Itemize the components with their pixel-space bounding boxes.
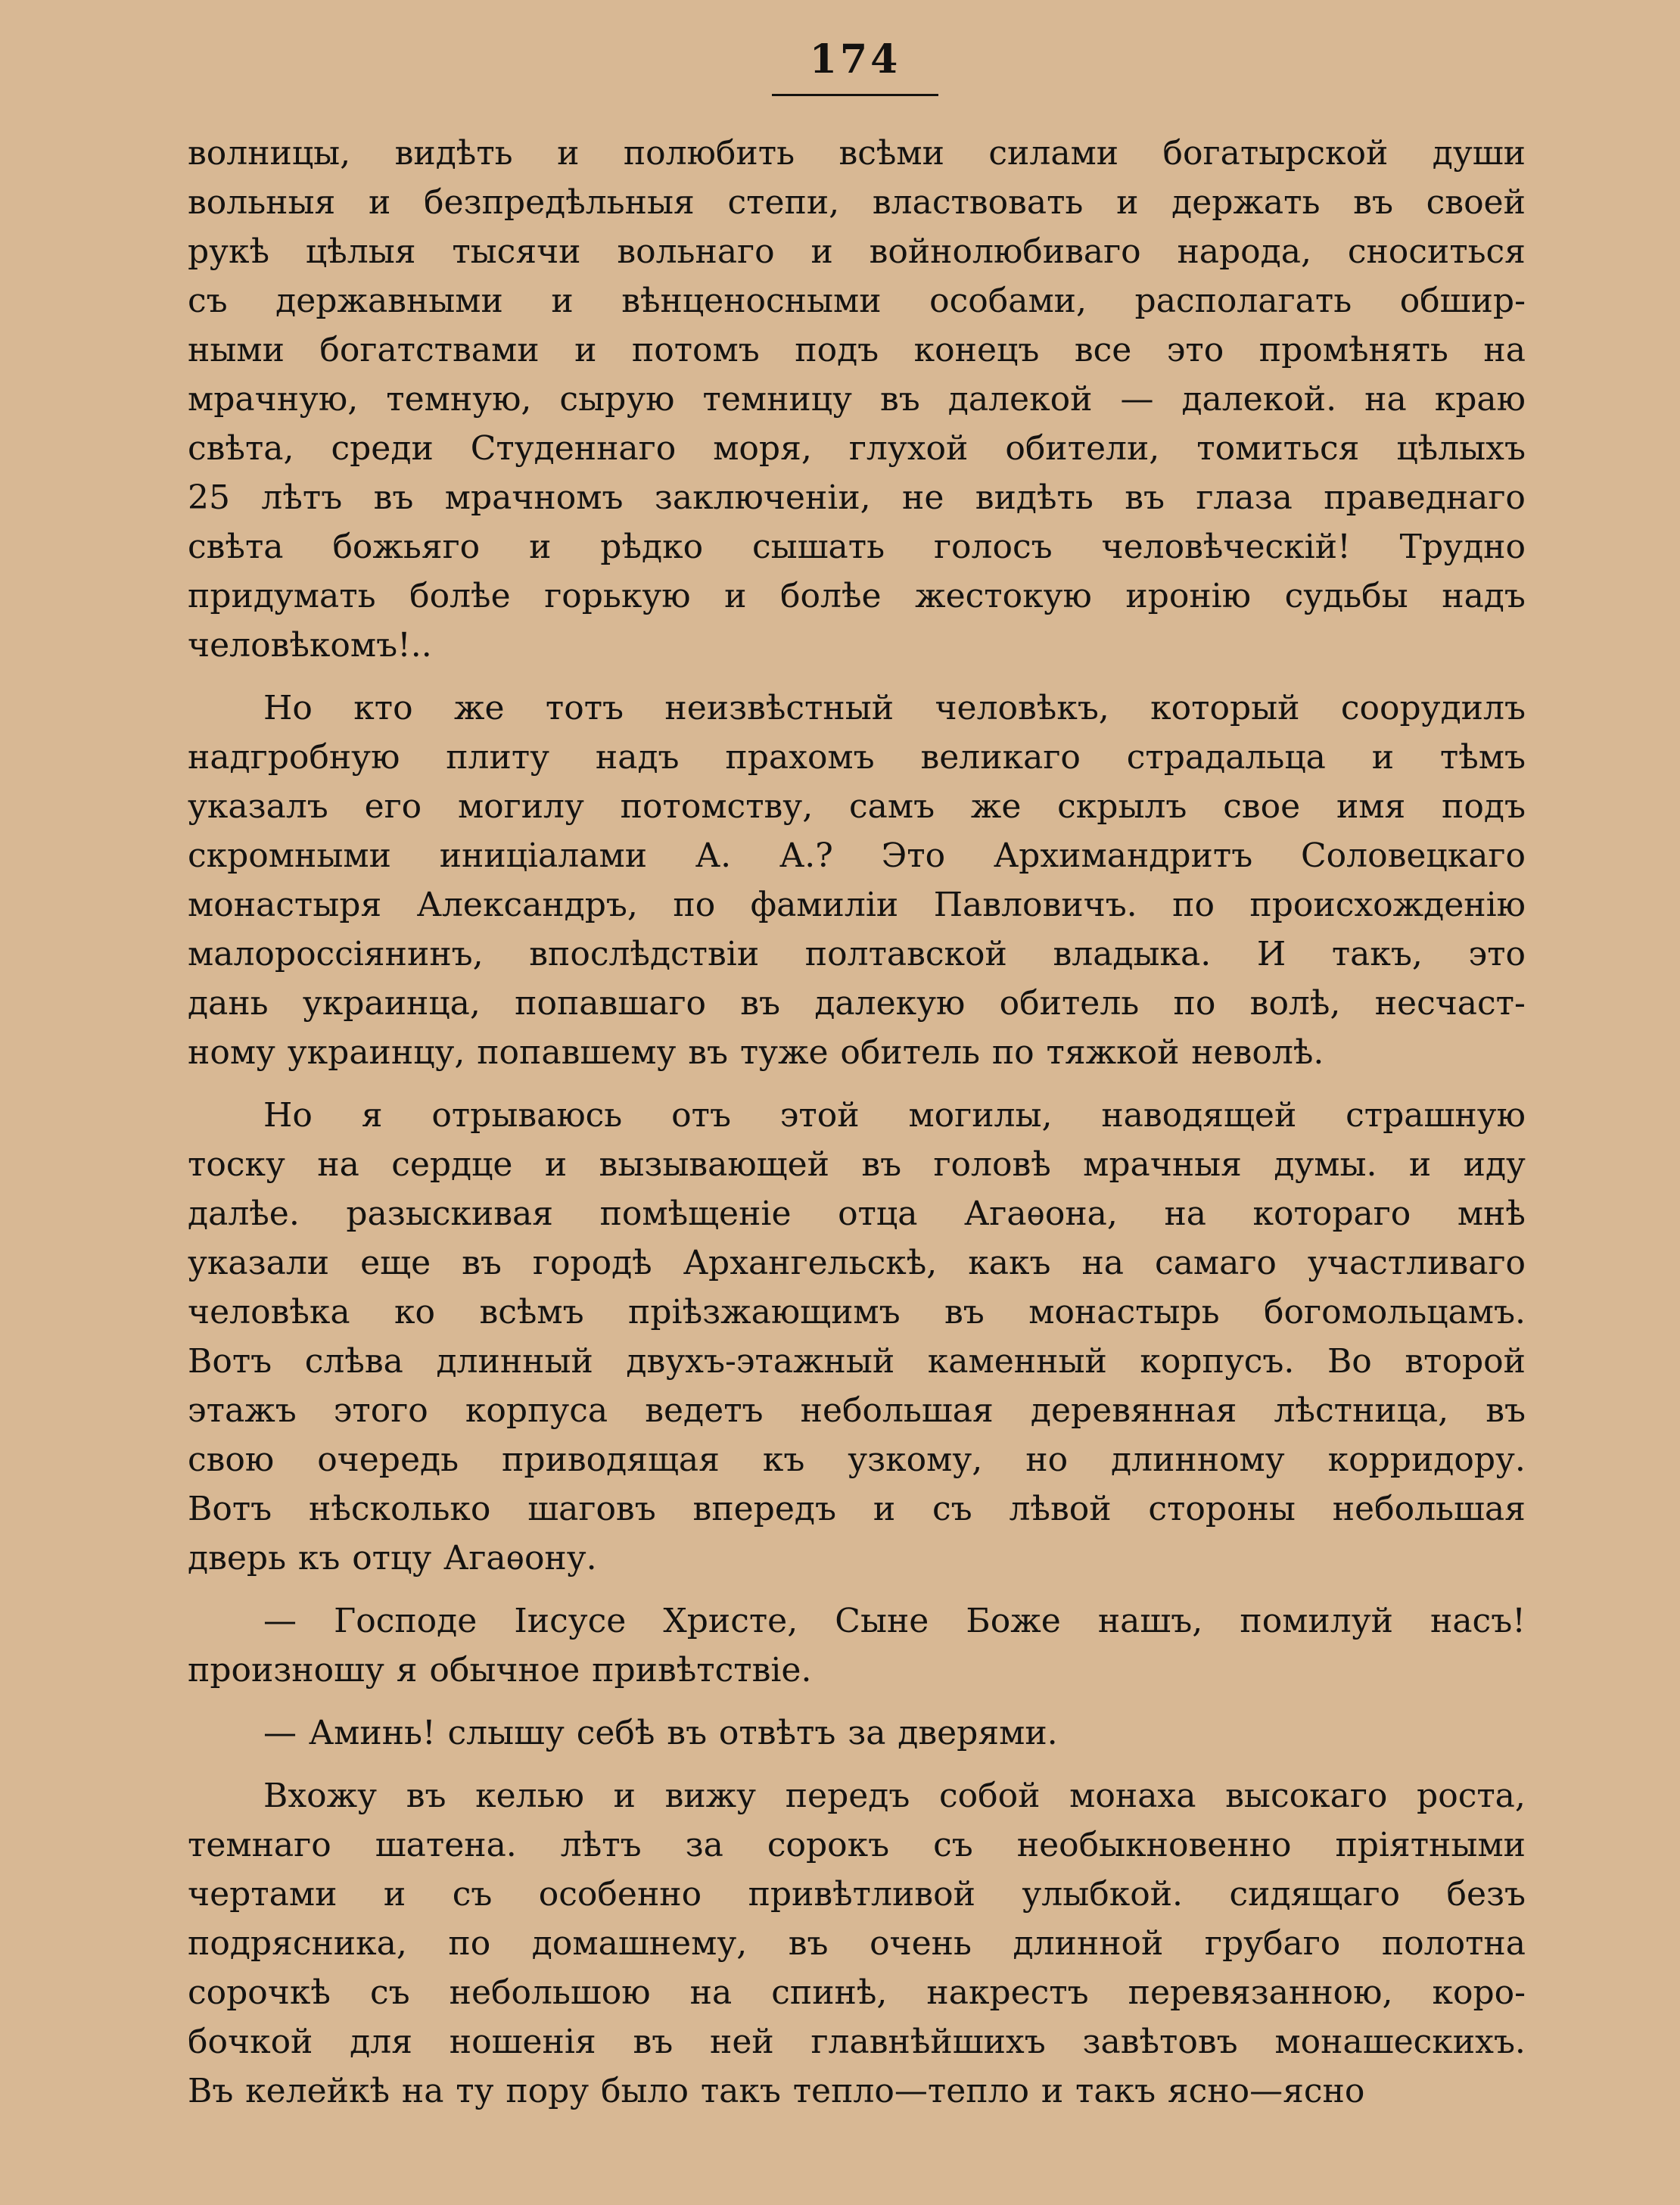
text-line: указалъ его могилу потомству, самъ же скрылъ свое имя подъ	[188, 787, 1526, 826]
page-number-underline	[772, 94, 938, 96]
text-line: съ державными и вѣнценосными особами, располагать обшир-	[188, 282, 1526, 320]
text-line: мрачную, темную, сырую темницу въ далекой — далекой. на краю	[188, 380, 1526, 419]
text-line: малороссіянинъ, впослѣдствіи полтавской владыка. И такъ, это	[188, 935, 1526, 973]
text-line: Вхожу въ келью и вижу передъ собой монаха высокаго роста,	[263, 1777, 1526, 1815]
text-line: Но кто же тотъ неизвѣстный человѣкъ, который соорудилъ	[263, 689, 1526, 727]
text-line: свѣта, среди Студеннаго моря, глухой обители, томиться цѣлыхъ	[188, 429, 1526, 468]
text-line: скромными иниціалами А. А.? Это Архимандритъ Соловецкаго	[188, 836, 1526, 875]
page-number: 174	[809, 36, 901, 83]
text-line: монастыря Александръ, по фамиліи Павловичъ. по происхожденію	[188, 886, 1526, 924]
text-line: — Господе Іисусе Христе, Сыне Боже нашъ, помилуй насъ!	[263, 1602, 1526, 1640]
text-line: 25 лѣтъ въ мрачномъ заключеніи, не видѣть въ глаза праведнаго	[188, 478, 1526, 517]
text-line: темнаго шатена. лѣтъ за сорокъ съ необыкновенно пріятными	[188, 1826, 1526, 1864]
text-line: тоску на сердце и вызывающей въ головѣ мрачныя думы. и иду	[188, 1145, 1526, 1184]
text-line: подрясника, по домашнему, въ очень длинной грубаго полотна	[188, 1924, 1526, 1963]
text-line: ными богатствами и потомъ подъ конецъ все это промѣнять на	[188, 331, 1526, 369]
text-line: человѣкомъ!..	[188, 626, 432, 665]
text-line: надгробную плиту надъ прахомъ великаго страдальца и тѣмъ	[188, 738, 1526, 777]
text-line: Вотъ слѣва длинный двухъ-этажный каменный корпусъ. Во второй	[188, 1342, 1526, 1381]
text-line: — Аминь! слышу себѣ въ отвѣтъ за дверями.	[263, 1714, 1058, 1752]
text-line: дверь къ отцу Агаѳону.	[188, 1539, 597, 1577]
text-line: рукѣ цѣлыя тысячи вольнаго и войнолюбиваго народа, сноситься	[188, 232, 1526, 271]
text-line: бочкой для ношенія въ ней главнѣйшихъ завѣтовъ монашескихъ.	[188, 2023, 1526, 2061]
text-line: указали еще въ городѣ Архангельскѣ, какъ на самаго участливаго	[188, 1244, 1526, 1282]
text-line: этажъ этого корпуса ведетъ небольшая деревянная лѣстница, въ	[188, 1391, 1526, 1430]
text-line: человѣка ко всѣмъ пріѣзжающимъ въ монастырь богомольцамъ.	[188, 1293, 1526, 1331]
text-line: Но я отрываюсь отъ этой могилы, наводящей страшную	[263, 1096, 1526, 1135]
text-line: свѣта божьяго и рѣдко сышать голосъ человѣческій! Трудно	[188, 528, 1526, 566]
text-line: свою очередь приводящая къ узкому, но длинному корридору.	[188, 1440, 1526, 1479]
text-line: дань украинца, попавшаго въ далекую обитель по волѣ, несчаст-	[188, 984, 1526, 1023]
text-line: Въ келейкѣ на ту пору было такъ тепло—тепло и такъ ясно—ясно	[188, 2072, 1365, 2110]
text-line: вольныя и безпредѣльныя степи, властвовать и держать въ своей	[188, 183, 1526, 222]
text-line: произношу я обычное привѣтствіе.	[188, 1651, 812, 1690]
body-text	[188, 129, 1526, 2116]
text-line: придумать болѣе горькую и болѣе жестокую иронію судьбы надъ	[188, 577, 1526, 615]
text-line: сорочкѣ съ небольшою на спинѣ, накрестъ перевязанною, коро-	[188, 1973, 1526, 2012]
text-line: чертами и съ особенно привѣтливой улыбкой. сидящаго безъ	[188, 1875, 1526, 1914]
text-line: далѣе. разыскивая помѣщеніе отца Агаѳона, на котораго мнѣ	[188, 1194, 1526, 1233]
text-line: волницы, видѣть и полюбить всѣми силами богатырской души	[188, 134, 1526, 173]
text-line: ному украинцу, попавшему въ туже обитель по тяжкой неволѣ.	[188, 1033, 1324, 1072]
text-line: Вотъ нѣсколько шаговъ впередъ и съ лѣвой стороны небольшая	[188, 1490, 1526, 1528]
